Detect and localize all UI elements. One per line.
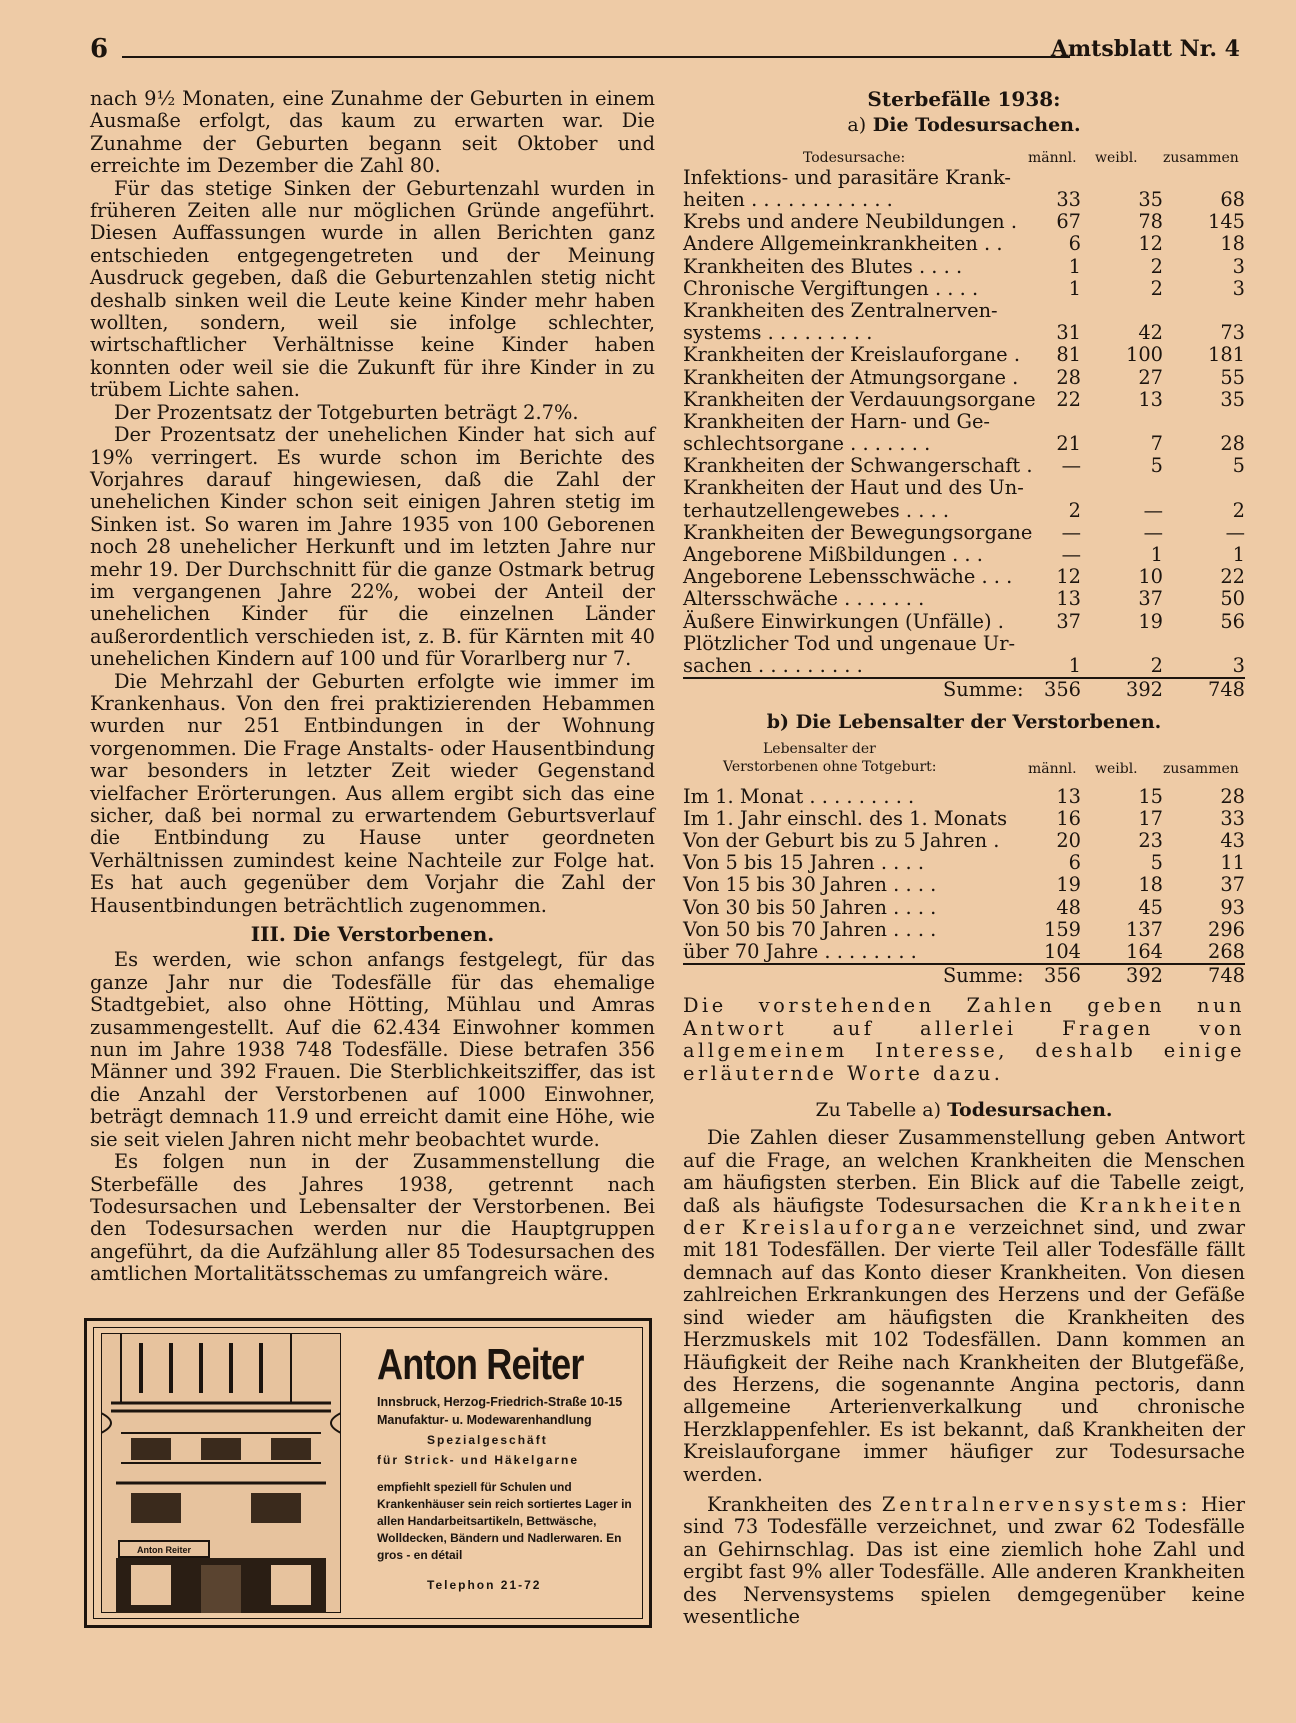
emphasized-text: Zentralnervensystems: bbox=[881, 1492, 1192, 1516]
cell-female: 2 bbox=[1150, 254, 1163, 278]
paragraph-text: Die Zahlen dieser Zusammenstellung geben Antwort auf die Frage, an welchen Krankheiten die Menschen am häufigsten sterben. Ein Blick auf die Tabelle zeigt, daß als häufigste Todesursachen die bbox=[683, 1126, 1245, 1217]
cell-female: 42 bbox=[1138, 321, 1163, 345]
ad-company-name: Anton Reiter bbox=[377, 1340, 584, 1389]
paragraph: Der Prozentsatz der unehelichen Kinder hat sich auf 19% verringert. Es wurde schon im Berichte des Vorjahres darauf hingewiesen, daß die Zahl der unehelichen Kinder schon seit einigen Jahren stetig im Sinken ist. So waren im Jahre 1935 von 100 Geborenen noch 28 unehelicher Herkunft und im letzten Jahre nur mehr 19. Der Durchschnitt für die ganze Ostmark betrug im vergangenen Jahre 22%, wobei der Anteil der unehelichen Kinder für die einzelnen Länder außerordentlich verschieden ist, z. B. für Kärnten mit 40 unehelichen Kindern auf 100 und für Vorarlberg nur 7. bbox=[90, 423, 655, 671]
table-row bbox=[683, 389, 1245, 411]
table-row bbox=[683, 433, 1245, 455]
right-column bbox=[683, 88, 1245, 1628]
page-number: 6 bbox=[90, 34, 109, 64]
cell-male: 37 bbox=[1056, 609, 1081, 633]
row-label: terhautzellengewebes . . . . bbox=[683, 498, 950, 522]
paragraph bbox=[683, 1127, 1245, 1486]
row-label: Von 30 bis 50 Jahren . . . . bbox=[683, 895, 937, 919]
table-a-sum-row bbox=[683, 677, 1245, 701]
cell-total: 50 bbox=[1220, 587, 1245, 611]
table-row bbox=[683, 455, 1245, 477]
cell-total: — bbox=[1225, 520, 1245, 544]
cell-total: 3 bbox=[1232, 653, 1245, 677]
cell-total: 296 bbox=[1207, 917, 1245, 941]
cell-total: 145 bbox=[1207, 210, 1245, 234]
cell-total: 1 bbox=[1232, 543, 1245, 566]
ad-text-block bbox=[377, 1341, 647, 1592]
table-a-header bbox=[683, 143, 1245, 167]
cell-female: 45 bbox=[1138, 895, 1163, 919]
cell-total: 35 bbox=[1220, 387, 1245, 411]
table-a-caption: Todesursache: bbox=[803, 149, 906, 166]
cell-male: 31 bbox=[1056, 321, 1081, 345]
cell-female: 7 bbox=[1150, 432, 1163, 456]
sum-female: 392 bbox=[1125, 964, 1163, 988]
cell-male: 104 bbox=[1043, 940, 1081, 964]
cell-total: 22 bbox=[1220, 565, 1245, 589]
cell-male: 81 bbox=[1056, 343, 1081, 367]
row-label: Im 1. Monat . . . . . . . . . bbox=[683, 784, 915, 808]
row-label: Äußere Einwirkungen (Unfälle) . bbox=[683, 609, 1004, 633]
cell-male: 33 bbox=[1056, 188, 1081, 211]
emphasized-text: Krankheiten der Kreislauforgane bbox=[683, 1193, 1245, 1240]
cell-female: 2 bbox=[1150, 276, 1163, 300]
row-label: Krankheiten der Bewegungsorgane bbox=[683, 520, 1033, 544]
cell-total: 55 bbox=[1220, 365, 1245, 389]
cell-male: 1 bbox=[1068, 276, 1081, 300]
cell-total: 37 bbox=[1220, 873, 1245, 897]
cell-male: 22 bbox=[1056, 387, 1081, 411]
cell-male: 13 bbox=[1056, 784, 1081, 808]
cell-female: 37 bbox=[1138, 587, 1163, 611]
table-row bbox=[683, 167, 1245, 189]
paragraph-text: Hier sind 73 Todesfälle verzeichnet, und zwar 62 Todesfälle an Gehirnschlag. Das ist eine ziemlich hohe Zahl und ergibt fast 9% aller Todesfälle. Alle anderen Krankheiten des Nervensystems spielen demgegenüber keine wesentliche bbox=[683, 1492, 1245, 1628]
cell-total: 73 bbox=[1220, 321, 1245, 345]
paragraph: Die Mehrzahl der Geburten erfolgte wie immer im Krankenhaus. Von den frei praktizierenden Hebammen wurden nur 251 Entbindungen in der Wohnung vorgenommen. Die Frage Anstalts- oder Hausentbindung war besonders in letzter Zeit wieder Gegenstand vielfacher Erörterungen. Aus allem ergibt sich das eine sicher, daß bei normal zu erwartendem Geburtsverlauf die Entbindung zu Hause unter geordneten Verhältnissen zumindest keine Nachteile zur Folge hat. Es hat auch gegenüber dem Vorjahr die Zahl der Hausentbindungen beträchtlich zugenommen. bbox=[90, 669, 655, 917]
row-label: schlechtsorgane . . . . . . . bbox=[683, 432, 931, 456]
ad-business-type: Manufaktur- u. Modewarenhandlung bbox=[377, 1413, 592, 1427]
table-row bbox=[683, 278, 1245, 300]
section-heading: III. Die Verstorbenen. bbox=[250, 922, 495, 947]
cell-female: 5 bbox=[1150, 454, 1163, 478]
ad-address: Innsbruck, Herzog-Friedrich-Straße 10-15 bbox=[377, 1395, 623, 1409]
explanatory-paragraph: Die vorstehenden Zahlen geben nun Antwort auf allerlei Fragen von allgemeinem Interesse, deshalb einige erläuternde Worte dazu. bbox=[683, 994, 1245, 1085]
cell-male: 6 bbox=[1068, 851, 1081, 875]
paragraph-text: verzeichnet sind, und zwar mit 181 Todesfällen. Der vierte Teil aller Todesfälle fällt demnach auf das Konto dieser Krankheiten. Von diesen zahlreichen Erkrankungen des Herzens und der Gefäße sind wieder am häufigsten die Krankheiten des Herzmuskels mit 102 Todesfällen. Dann kommen an Häufigkeit der Reihe nach Krankheiten der Blutgefäße, des Herzens, die sogenannte Angina pectoris, dann allgemeine Arterienverkalkung und chronische Herzklappenfehler. Es ist bekannt, daß Krankheiten der Kreislauforgane immer häufiger zur Todesursache werden. bbox=[683, 1216, 1245, 1486]
table-b-subtitle: b) Die Lebensalter der Verstorbenen. bbox=[766, 711, 1162, 734]
cell-male: — bbox=[1061, 520, 1081, 544]
row-label: Krebs und andere Neubildungen . bbox=[683, 210, 1017, 234]
sum-male: 356 bbox=[1043, 964, 1081, 988]
cell-male: 67 bbox=[1056, 210, 1081, 234]
row-label: Von 50 bis 70 Jahren . . . . bbox=[683, 917, 937, 941]
row-label: Krankheiten des Blutes . . . . bbox=[683, 254, 963, 278]
cell-total: 3 bbox=[1232, 254, 1245, 278]
paragraph-text: Krankheiten des bbox=[707, 1492, 873, 1516]
row-label: Im 1. Jahr einschl. des 1. Monats bbox=[683, 806, 1008, 830]
table-row bbox=[683, 477, 1245, 499]
table-row bbox=[683, 300, 1245, 322]
row-label: Krankheiten der Haut und des Un- bbox=[683, 476, 1024, 500]
cell-male: 48 bbox=[1056, 895, 1081, 919]
cell-total: 33 bbox=[1220, 806, 1245, 830]
cell-female: 13 bbox=[1138, 387, 1163, 411]
row-label: Plötzlicher Tod und ungenaue Ur- bbox=[683, 631, 1016, 655]
cell-female: 17 bbox=[1138, 806, 1163, 830]
table-row bbox=[683, 211, 1245, 233]
table-row bbox=[683, 874, 1245, 896]
cell-male: 28 bbox=[1056, 365, 1081, 389]
cell-female: 137 bbox=[1125, 917, 1163, 941]
cell-male: 21 bbox=[1056, 432, 1081, 456]
row-label: über 70 Jahre . . . . . . . . bbox=[683, 940, 917, 964]
cell-female: — bbox=[1143, 520, 1163, 544]
table-row bbox=[683, 588, 1245, 610]
table-row bbox=[683, 655, 1245, 677]
cell-female: 12 bbox=[1138, 232, 1163, 256]
sum-male: 356 bbox=[1043, 678, 1081, 702]
table-row bbox=[683, 189, 1245, 211]
table-row bbox=[683, 611, 1245, 633]
cell-male: 16 bbox=[1056, 806, 1081, 830]
table-a-prefix: a) bbox=[847, 114, 867, 137]
page-header bbox=[90, 30, 1240, 70]
cell-male: — bbox=[1061, 454, 1081, 478]
col-header-total: zusammen bbox=[1163, 760, 1239, 777]
col-header-male: männl. bbox=[1028, 149, 1077, 166]
table-b-header bbox=[683, 740, 1245, 786]
cell-female: 18 bbox=[1138, 873, 1163, 897]
cell-male: 6 bbox=[1068, 232, 1081, 256]
row-label: Von 15 bis 30 Jahren . . . . bbox=[683, 873, 937, 897]
row-label: Von der Geburt bis zu 5 Jahren . bbox=[683, 829, 1000, 853]
cell-female: 35 bbox=[1138, 188, 1163, 211]
col-header-male: männl. bbox=[1028, 760, 1077, 777]
row-label: Krankheiten der Schwangerschaft . bbox=[683, 454, 1033, 478]
table-title: Sterbefälle 1938: bbox=[867, 87, 1061, 111]
table-row bbox=[683, 322, 1245, 344]
cell-female: 19 bbox=[1138, 609, 1163, 633]
cell-total: 28 bbox=[1220, 784, 1245, 808]
cell-female: 1 bbox=[1150, 543, 1163, 566]
header-rule bbox=[122, 56, 1070, 58]
paragraph: Es werden, wie schon anfangs festgelegt, für das ganze Jahr nur die Todesfälle für das ehemalige Stadtgebiet, also ohne Hötting, Mühlau und Amras zusammengestellt. Auf die 62.434 Einwohner kommen nun im Jahre 1938 748 Todesfälle. Diese betrafen 356 Männer und 392 Frauen. Die Sterblichkeitsziffer, das ist die Anzahl der Verstorbenen auf 1000 Einwohner, beträgt demnach 11.9 und erreicht damit eine Höhe, wie sie seit vielen Jahren nicht mehr beobachtet wurde. bbox=[90, 948, 655, 1151]
row-label: Chronische Vergiftungen . . . . bbox=[683, 276, 979, 300]
table-b-caption-2: Verstorbenen ohne Totgeburt: bbox=[723, 758, 937, 775]
col-header-female: weibl. bbox=[1095, 149, 1138, 166]
row-label: Angeborene Lebensschwäche . . . bbox=[683, 565, 1013, 589]
paragraph bbox=[683, 1494, 1245, 1628]
row-label: Krankheiten der Harn- und Ge- bbox=[683, 409, 990, 433]
row-label: Andere Allgemeinkrankheiten . . bbox=[683, 232, 1003, 256]
table-b-sum-row bbox=[683, 963, 1245, 987]
table-a-title: Die Todesursachen. bbox=[872, 114, 1081, 137]
table-row bbox=[683, 344, 1245, 366]
publication-title: Amtsblatt Nr. 4 bbox=[1050, 36, 1240, 62]
table-row bbox=[683, 786, 1245, 808]
row-label: Altersschwäche . . . . . . . bbox=[683, 587, 925, 611]
table-row bbox=[683, 633, 1245, 655]
cell-total: 181 bbox=[1207, 343, 1245, 367]
cell-male: 20 bbox=[1056, 829, 1081, 853]
sum-female: 392 bbox=[1125, 678, 1163, 702]
cell-female: 23 bbox=[1138, 829, 1163, 853]
cell-male: — bbox=[1061, 543, 1081, 566]
cell-total: 3 bbox=[1232, 276, 1245, 300]
table-row bbox=[683, 233, 1245, 255]
row-label: heiten . . . . . . . . . . . . bbox=[683, 188, 893, 211]
cell-female: 10 bbox=[1138, 565, 1163, 589]
table-b-caption-1: Lebensalter der bbox=[763, 740, 876, 757]
table-row bbox=[683, 852, 1245, 874]
cell-male: 159 bbox=[1043, 917, 1081, 941]
cell-male: 2 bbox=[1068, 498, 1081, 522]
cell-female: 27 bbox=[1138, 365, 1163, 389]
table-row bbox=[683, 897, 1245, 919]
subsection-title: Todesursachen. bbox=[947, 1099, 1113, 1122]
ad-sign-label: Anton Reiter bbox=[137, 1545, 191, 1555]
cell-female: — bbox=[1143, 498, 1163, 522]
cell-total: 68 bbox=[1220, 188, 1245, 211]
table-row bbox=[683, 566, 1245, 588]
table-row bbox=[683, 367, 1245, 389]
ad-specialty-detail: für Strick- und Häkelgarne bbox=[377, 1453, 580, 1467]
cell-total: 93 bbox=[1220, 895, 1245, 919]
cell-male: 1 bbox=[1068, 254, 1081, 278]
row-label: Krankheiten des Zentralnerven- bbox=[683, 298, 998, 322]
shop-facade-illustration bbox=[101, 1333, 341, 1613]
cell-female: 100 bbox=[1125, 343, 1163, 367]
table-row bbox=[683, 522, 1245, 544]
row-label: systems . . . . . . . . . bbox=[683, 321, 873, 345]
table-row bbox=[683, 830, 1245, 852]
paragraph: Für das stetige Sinken der Geburtenzahl wurden in früheren Zeiten alle nur möglichen Gründe angeführt. Diesen Auffassungen wurde in allen Berichten ganz entschieden entgegengetreten und der Meinung Ausdruck gegeben, daß die Geburtenzahlen stetig nicht deshalb sinken weil die Leute keine Kinder mehr haben wollten, sondern, weil sie infolge schlechter, wirtschaftlicher Verhältnisse keine Kinder haben konnten oder weil sie die Zukunft für ihre Kinder in zu trübem Lichte sahen. bbox=[90, 176, 655, 402]
table-row bbox=[683, 919, 1245, 941]
ad-specialty: Spezialgeschäft bbox=[427, 1433, 548, 1447]
cell-female: 78 bbox=[1138, 210, 1163, 234]
sum-total: 748 bbox=[1207, 964, 1245, 988]
cell-male: 1 bbox=[1068, 653, 1081, 677]
cell-total: 268 bbox=[1207, 940, 1245, 964]
row-label: Infektions- und parasitäre Krank- bbox=[683, 165, 1011, 189]
table-row bbox=[683, 411, 1245, 433]
cell-male: 12 bbox=[1056, 565, 1081, 589]
table-a-subtitle bbox=[683, 114, 1245, 136]
col-header-female: weibl. bbox=[1095, 760, 1138, 777]
row-label: Angeborene Mißbildungen . . . bbox=[683, 543, 983, 566]
paragraph: Es folgen nun in der Zusammenstellung die Sterbefälle des Jahres 1938, getrennt nach Todesursachen und Lebensalter der Verstorbenen. Bei den Todesursachen werden nur die Hauptgruppen angeführt, da die Aufzählung aller 85 Todesursachen des amtlichen Mortalitätsschemas zu umfangreich wäre. bbox=[90, 1150, 655, 1286]
cell-total: 2 bbox=[1232, 498, 1245, 522]
ad-telephone: Telephon 21-72 bbox=[427, 1578, 542, 1592]
cell-total: 18 bbox=[1220, 232, 1245, 256]
sum-label: Summe: bbox=[943, 964, 1024, 988]
cell-total: 43 bbox=[1220, 829, 1245, 853]
sum-label: Summe: bbox=[943, 678, 1024, 702]
cell-female: 2 bbox=[1150, 653, 1163, 677]
table-row bbox=[683, 256, 1245, 278]
table-row bbox=[683, 808, 1245, 830]
cell-total: 5 bbox=[1232, 454, 1245, 478]
row-label: Von 5 bis 15 Jahren . . . . bbox=[683, 851, 924, 875]
cell-female: 15 bbox=[1138, 784, 1163, 808]
paragraph: Der Prozentsatz der Totgeburten beträgt 2.7%. bbox=[114, 400, 579, 424]
table-row bbox=[683, 500, 1245, 522]
cell-total: 56 bbox=[1220, 609, 1245, 633]
advertisement bbox=[84, 1318, 652, 1628]
row-label: Krankheiten der Kreislauforgane . bbox=[683, 343, 1020, 367]
sum-total: 748 bbox=[1207, 678, 1245, 702]
table-row bbox=[683, 544, 1245, 566]
cell-female: 164 bbox=[1125, 940, 1163, 964]
cell-male: 13 bbox=[1056, 587, 1081, 611]
table-a-body bbox=[683, 167, 1245, 677]
cell-total: 28 bbox=[1220, 432, 1245, 456]
subsection-prefix: Zu Tabelle a) bbox=[815, 1099, 942, 1122]
ad-description: empfiehlt speziell für Schulen und Krankenhäuser sein reich sortiertes Lager in allen Handarbeitsartikeln, Bettwäsche, Wolldecken, Bändern und Nadlerwaren. En gros - en détail bbox=[377, 1480, 632, 1562]
col-header-total: zusammen bbox=[1163, 149, 1239, 166]
cell-male: 19 bbox=[1056, 873, 1081, 897]
cell-female: 5 bbox=[1150, 851, 1163, 875]
row-label: sachen . . . . . . . . . bbox=[683, 653, 863, 677]
table-row bbox=[683, 941, 1245, 963]
row-label: Krankheiten der Verdauungsorgane bbox=[683, 387, 1036, 411]
left-column bbox=[90, 88, 655, 1286]
paragraph: nach 9½ Monaten, eine Zunahme der Geburten in einem Ausmaße erfolgt, das kaum zu erwarten war. Die Zunahme der Geburten begann seit Oktober und erreichte im Dezember die Zahl 80. bbox=[90, 87, 655, 178]
row-label: Krankheiten der Atmungsorgane . bbox=[683, 365, 1019, 389]
subsection-heading bbox=[683, 1099, 1245, 1121]
table-b-body bbox=[683, 786, 1245, 964]
cell-total: 11 bbox=[1220, 851, 1245, 875]
